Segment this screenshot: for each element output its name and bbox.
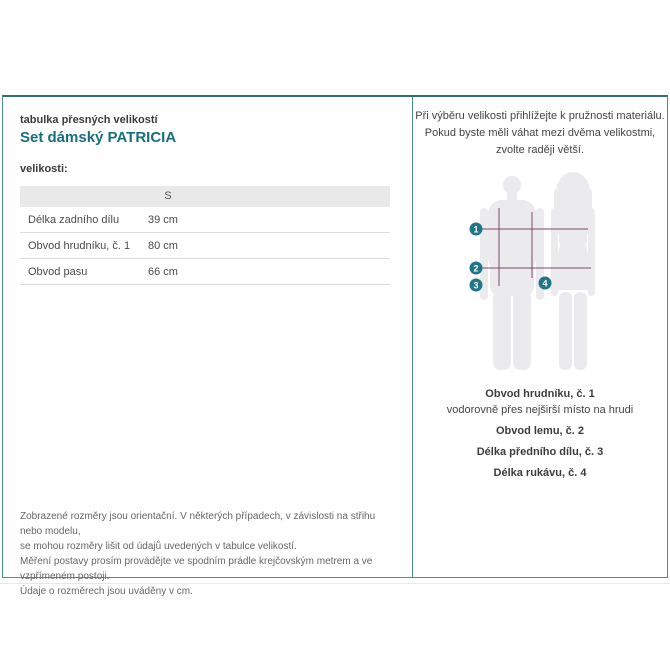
measure-name: Obvod hrudníku, č. 1	[28, 239, 131, 252]
size-column-header: S	[164, 190, 172, 202]
table-row	[20, 259, 390, 285]
measure-value: 66 cm	[148, 265, 178, 278]
size-table-section	[3, 97, 412, 597]
table-caption: tabulka přesných velikostí	[20, 114, 158, 126]
table-row	[20, 233, 390, 259]
sizes-label: velikosti:	[20, 163, 68, 175]
legend-item-3: Délka předního dílu, č. 3	[476, 446, 604, 458]
silhouettes	[480, 172, 595, 370]
page-section-separator	[0, 583, 670, 584]
disclaimer-text	[20, 509, 400, 599]
advice-line: Pokud byste měli váhat mezi dvěma velikostmi,	[424, 127, 656, 139]
product-title: Set dámský PATRICIA	[20, 129, 177, 146]
disclaimer-line: Měření postavy prosím provádějte ve spodním prádle krejčovským metrem a ve vzpřímeném postoji.	[20, 556, 373, 582]
disclaimer-line: Údaje o rozměrech jsou uváděny v cm.	[20, 586, 193, 597]
size-table	[20, 186, 390, 285]
disclaimer-line: se mohou rozměry lišit od údajů uvedených v tabulce velikostí.	[20, 541, 297, 552]
advice-line: Při výběru velikosti přihlížejte k pružnosti materiálu.	[415, 110, 665, 122]
marker-1-number: 1	[473, 224, 479, 235]
marker-2-number: 2	[473, 263, 479, 274]
body-measurement-illustration	[440, 167, 640, 377]
size-chart-panel	[2, 95, 668, 597]
advice-line: zvolte raději větší.	[495, 144, 585, 156]
legend-item-1: Obvod hrudníku, č. 1	[485, 388, 595, 400]
table-row	[20, 207, 390, 233]
measure-name: Obvod pasu	[28, 265, 88, 278]
marker-4-number: 4	[542, 278, 548, 289]
measure-value: 80 cm	[148, 239, 178, 252]
legend-item-4: Délka rukávu, č. 4	[493, 467, 587, 479]
marker-3-number: 3	[473, 280, 479, 291]
legend-item-2: Obvod lemu, č. 2	[495, 425, 585, 437]
disclaimer-line: Zobrazené rozměry jsou orientační. V některých případech, v závislosti na střihu nebo modelu,	[20, 511, 376, 537]
measurement-legend	[413, 388, 667, 479]
measuring-guide-section	[413, 97, 667, 577]
legend-item-1-description: vodorovně přes nejširší místo na hrudi	[446, 404, 634, 416]
measure-name: Délka zadního dílu	[28, 213, 120, 226]
size-table-header-row	[20, 186, 390, 207]
measure-value: 39 cm	[148, 213, 178, 226]
size-advice-text	[413, 108, 667, 159]
